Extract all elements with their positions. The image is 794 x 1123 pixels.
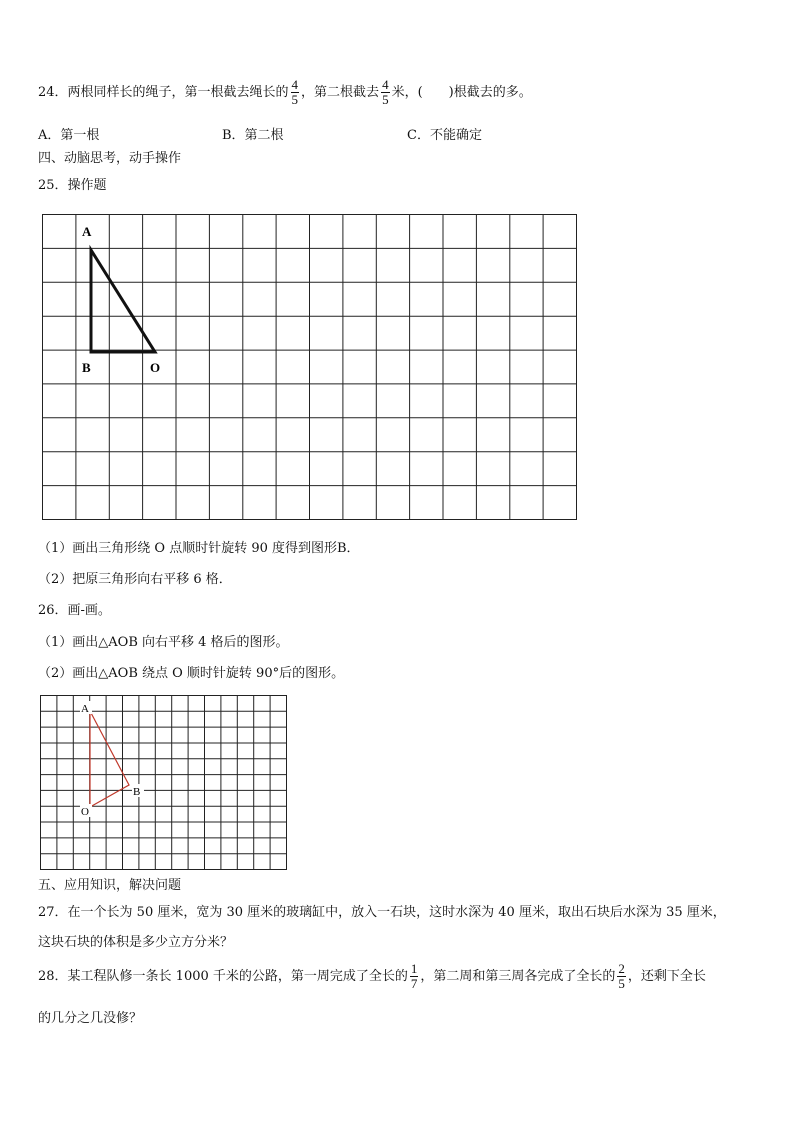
q24-option-a: A．第一根 xyxy=(38,128,100,143)
q25-label-a: A xyxy=(82,224,92,239)
q26-label-a: A xyxy=(81,703,89,715)
q24-question xyxy=(38,78,532,107)
q26-label-o: O xyxy=(81,806,89,818)
q24-fraction-2: $\frac{4}{5}$ xyxy=(382,77,389,107)
q26-grid xyxy=(41,696,287,870)
q25-label-o: O xyxy=(150,360,161,375)
q28-fraction-2: $\frac{2}{5}$ xyxy=(618,961,625,991)
q26-grid-figure xyxy=(38,693,290,873)
q24-option-c: C．不能确定 xyxy=(407,128,482,143)
q28-text-mid: ，第二周和第三周各完成了全长的 xyxy=(420,969,616,984)
q25-grid xyxy=(43,215,577,520)
q25-label-b: B xyxy=(82,360,91,375)
q26-sub2: （2）画出△AOB 绕点 O 顺时针旋转 90°后的图形。 xyxy=(38,666,345,681)
q24-option-b: B．第二根 xyxy=(222,128,284,143)
q28-fraction-1: $\frac{1}{7}$ xyxy=(410,961,418,991)
q25-sub1: （1）画出三角形绕 O 点顺时针旋转 90 度得到图形B． xyxy=(38,541,360,556)
q26-title: 26．画-画。 xyxy=(38,603,111,618)
q28-text-pre: 28．某工程队修一条长 1000 千米的公路，第一周完成了全长的 xyxy=(38,969,408,984)
section-5-heading: 五、应用知识，解决问题 xyxy=(38,878,182,893)
q24-text-mid: ，第二根截去 xyxy=(301,85,380,100)
q25-sub2: （2）把原三角形向右平移 6 格． xyxy=(38,572,232,587)
q27-line1: 27．在一个长为 50 厘米，宽为 30 厘米的玻璃缸中，放入一石块，这时水深为 40 厘米，取出石块后水深为 35 厘米， xyxy=(38,905,726,920)
q26-label-b: B xyxy=(133,786,141,798)
q25-triangle-aob xyxy=(91,250,155,352)
q25-grid-figure xyxy=(40,212,580,522)
section-4-heading: 四、动脑思考，动手操作 xyxy=(38,151,182,166)
q25-title: 25．操作题 xyxy=(38,178,107,193)
q27-line2: 这块石块的体积是多少立方分米？ xyxy=(38,935,234,950)
q28-line2: 的几分之几没修？ xyxy=(38,1011,143,1026)
q24-text-post: 米，( )根截去的多。 xyxy=(391,85,532,100)
q28-text-post: ，还剩下全长 xyxy=(627,969,706,984)
q26-sub1: （1）画出△AOB 向右平移 4 格后的图形。 xyxy=(38,635,289,650)
q24-fraction-1: $\frac{4}{5}$ xyxy=(291,77,299,107)
q24-text-pre: 24．两根同样长的绳子，第一根截去绳长的 xyxy=(38,85,289,100)
q28-question xyxy=(38,962,706,991)
